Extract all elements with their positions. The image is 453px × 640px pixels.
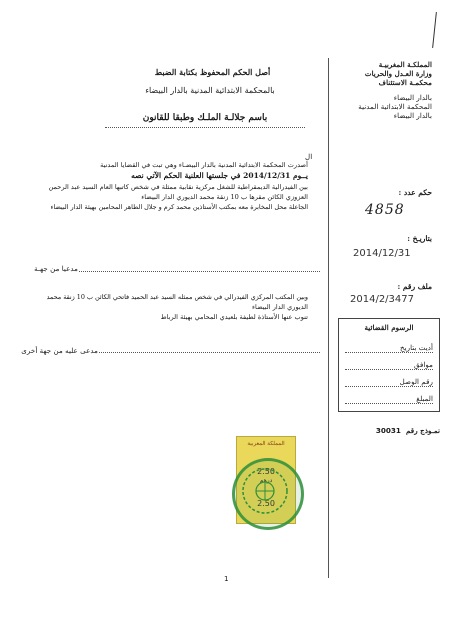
body-line: العزوزي الكائن مقرها ب 10 زنقة محمد الديوري الدار البيضاء	[141, 193, 308, 201]
file-number-value: 2014/2/3477	[350, 294, 414, 305]
body-line: يــوم 2014/12/31 في جلستها العلنية الحكم الآتي نصه	[131, 171, 308, 180]
defendant-label: مدعى عليه من جهة أخرى	[18, 346, 98, 355]
sidebar-header-line: بالدار البيضاء	[393, 111, 432, 120]
sidebar	[332, 60, 432, 120]
judgment-body-2	[18, 292, 308, 322]
stamp-value-top: 2.50	[257, 467, 275, 476]
form-number-label: نمـوذج رقم	[405, 426, 440, 435]
court-seal	[232, 458, 304, 530]
defendant-line	[60, 352, 320, 353]
fee-line: موافق	[345, 360, 433, 370]
body-line: الجاعلة محل المخابرة معه بمكتب الأستاذين محمد كرم و جلال الطاهر المحامين بهيئة الدار البيضاء	[50, 203, 308, 211]
sidebar-header-line: المملكـة المغربيـة	[378, 60, 432, 69]
sidebar-header-line: المحكمة الابتدائية المدنية	[358, 102, 432, 111]
fee-line: المبلغ	[345, 394, 433, 404]
body-line: تنوب عنها الأستاذة لطيفة بلعيدي المحامي بهيئة الرباط	[160, 313, 308, 321]
judgment-body	[18, 160, 308, 212]
body-line: وبين المكتب المركزي الفيدرالي في شخص ممثله السيد عبد الحميد فاتحي الكائن ب 10 زنقة محمد	[46, 293, 308, 301]
judicial-fees-box	[338, 318, 440, 412]
fee-line: رقم الوصل	[345, 377, 433, 387]
heading-underline	[105, 127, 305, 128]
judgment-number-value: 4858	[365, 202, 405, 218]
form-number-value: 30031	[375, 426, 401, 435]
seal-ring-icon	[232, 458, 298, 524]
plaintiff-line	[60, 271, 320, 272]
sidebar-header-line: محكمـة الاستئناف	[378, 78, 432, 87]
sidebar-header-line: وزارة العـدل والحريات	[364, 69, 432, 78]
form-number	[340, 418, 440, 437]
margin-mark	[432, 12, 437, 48]
document-title: أصل الحكم المحفوظ بكتابة الضبط	[154, 67, 271, 77]
plaintiff-label: مدعيا من جهـة	[18, 264, 78, 273]
margin-note: ال	[305, 152, 313, 161]
sidebar-header-line: بالدار البيضاء	[393, 93, 432, 102]
body-line: أصدرت المحكمة الابتدائية المدنية بالدار البيضـاء وهي تبت في القضايا المدنية	[100, 161, 308, 169]
court-line: بالمحكمة الابتدائية المدنية بالدار البيضاء	[145, 86, 275, 95]
judgment-date-label: بتاريـخ :	[407, 234, 432, 243]
file-number	[332, 282, 432, 291]
fee-line: أديت بتاريخ	[345, 343, 433, 353]
king-heading: باسم جلالـة الملـك وطبقا للقانون	[142, 113, 268, 123]
judgment-date-value: 2014/12/31	[353, 248, 411, 259]
judgment-number	[332, 188, 432, 197]
body-line: بين الفيدرالية الديمقراطية للشغل مركزية نقابية ممثلة في شخص كاتبها العام السيد عبد الرحمن	[48, 183, 308, 191]
judgment-date	[332, 234, 432, 243]
stamp-value-bottom: 2.50	[257, 499, 275, 508]
judicial-fees-title: الرسوم القضائية	[364, 323, 414, 332]
file-number-label: ملف رقم :	[397, 282, 432, 291]
stamp-top-text: المملكة المغربية	[247, 441, 285, 447]
body-line: الديوري الدار البيضاء	[251, 303, 308, 311]
judicial-fees-lines	[339, 332, 439, 404]
judgment-number-label: حكم عدد :	[398, 188, 432, 197]
sidebar-divider	[328, 58, 329, 578]
page-number: 1	[224, 574, 229, 583]
stamp-currency: درهم	[259, 477, 273, 484]
